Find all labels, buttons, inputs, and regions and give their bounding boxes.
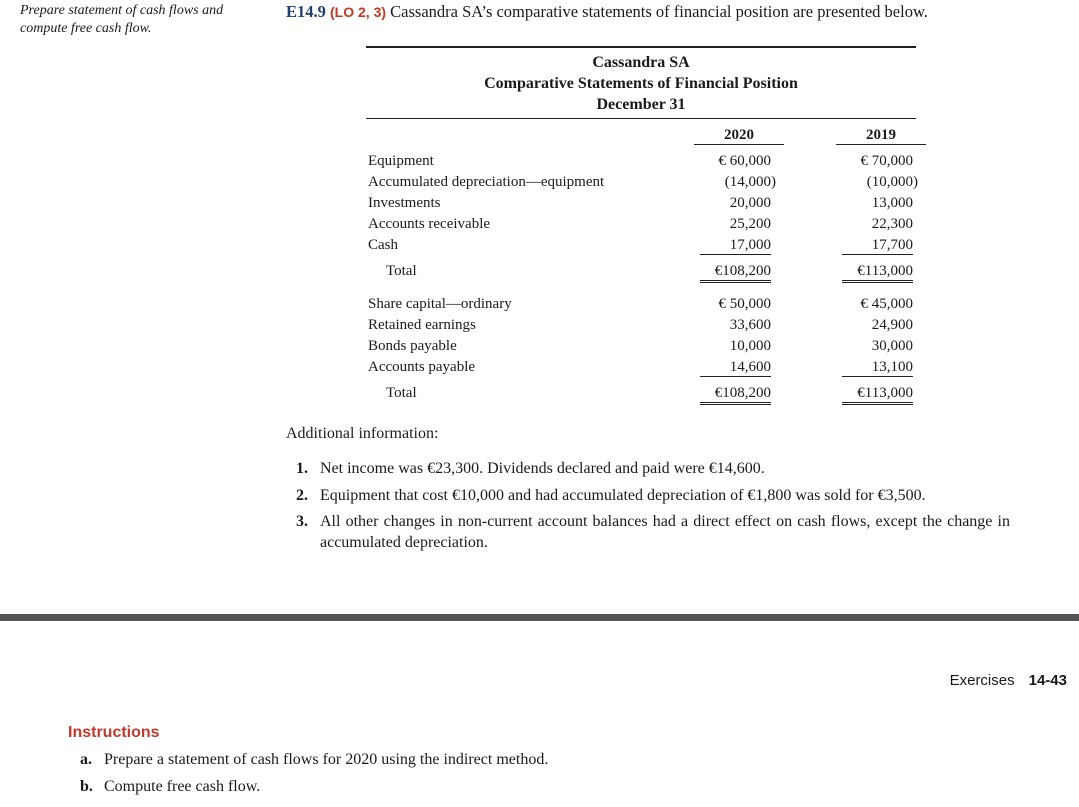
page-number: 14-43: [1028, 672, 1067, 689]
list-item-number: 3.: [296, 513, 308, 530]
row-label: Bonds payable: [368, 338, 457, 354]
row-value-2020: (14,000): [724, 174, 776, 190]
row-value-2019: 13,000: [871, 195, 913, 211]
row-value-2019: € 70,000: [860, 153, 913, 169]
page-separator: [0, 614, 1079, 621]
list-item: [296, 458, 1016, 479]
el-total-2020: €108,200: [700, 385, 771, 405]
row-value-2019: 24,900: [871, 317, 913, 333]
instruction-letter: a.: [80, 751, 92, 768]
list-item-number: 1.: [296, 460, 308, 477]
statement-date: December 31: [596, 96, 686, 113]
exercise-number: E14.9: [286, 2, 326, 21]
list-item: [296, 485, 1016, 506]
row-label: Retained earnings: [368, 317, 476, 333]
row-label: Equipment: [368, 153, 434, 169]
row-value-2019: 30,000: [871, 338, 913, 354]
row-label: Cash: [368, 237, 398, 253]
instruction-item: [80, 778, 260, 796]
row-value-2019: 17,700: [842, 237, 913, 255]
assets-total-2019: €113,000: [842, 263, 913, 283]
statement-header-rule: [366, 118, 916, 119]
row-value-2020: 33,600: [729, 317, 771, 333]
row-value-2020: € 60,000: [718, 153, 771, 169]
column-2019-heading: 2019: [836, 127, 926, 145]
statement-top-rule: [366, 46, 916, 48]
instruction-text: Prepare a statement of cash flows for 2020 using the indirect method.: [104, 751, 549, 768]
list-item: [296, 511, 1016, 553]
row-value-2020: € 50,000: [718, 296, 771, 312]
row-value-2020: 17,000: [700, 237, 771, 255]
column-2020-heading: 2020: [694, 127, 784, 145]
row-value-2019: 13,100: [842, 359, 913, 377]
el-total-label: Total: [386, 385, 417, 401]
list-item-number: 2.: [296, 487, 308, 504]
list-item-text: Equipment that cost €10,000 and had accumulated depreciation of €1,800 was sold for €3,500.: [320, 487, 926, 504]
row-label: Accumulated depreciation—equipment: [368, 174, 605, 190]
row-label: Share capital—ordinary: [368, 296, 512, 312]
row-value-2020: 25,200: [729, 216, 771, 232]
assets-total-2020: €108,200: [700, 263, 771, 283]
row-label: Investments: [368, 195, 441, 211]
exercise-intro: Cassandra SA’s comparative statements of financial position are presented below.: [390, 2, 928, 21]
row-value-2020: 20,000: [729, 195, 771, 211]
row-value-2019: 22,300: [871, 216, 913, 232]
assets-total-label: Total: [386, 263, 417, 279]
margin-note: Prepare statement of cash flows and compute free cash flow.: [20, 3, 224, 36]
row-label: Accounts receivable: [368, 216, 491, 232]
instructions-heading: Instructions: [68, 724, 160, 741]
instruction-text: Compute free cash flow.: [104, 778, 261, 795]
exercise-heading: [286, 2, 928, 22]
row-value-2019: (10,000): [866, 174, 918, 190]
el-total-2019: €113,000: [842, 385, 913, 405]
row-value-2020: 14,600: [700, 359, 771, 377]
running-head: [950, 672, 1067, 689]
row-value-2019: € 45,000: [860, 296, 913, 312]
row-label: Accounts payable: [368, 359, 476, 375]
instruction-letter: b.: [80, 778, 93, 795]
list-item-text: Net income was €23,300. Dividends declared and paid were €14,600.: [320, 460, 765, 477]
section-name: Exercises: [949, 672, 1015, 689]
statement-title: Comparative Statements of Financial Position: [484, 75, 798, 92]
row-value-2020: 10,000: [729, 338, 771, 354]
learning-objectives: (LO 2, 3): [330, 4, 387, 20]
statement-company: Cassandra SA: [592, 54, 690, 71]
additional-info-heading: Additional information:: [286, 425, 439, 442]
instruction-item: [80, 751, 548, 769]
list-item-text: All other changes in non-current account balances had a direct effect on cash flows, except the change in accumulated depreciation.: [320, 513, 1010, 551]
